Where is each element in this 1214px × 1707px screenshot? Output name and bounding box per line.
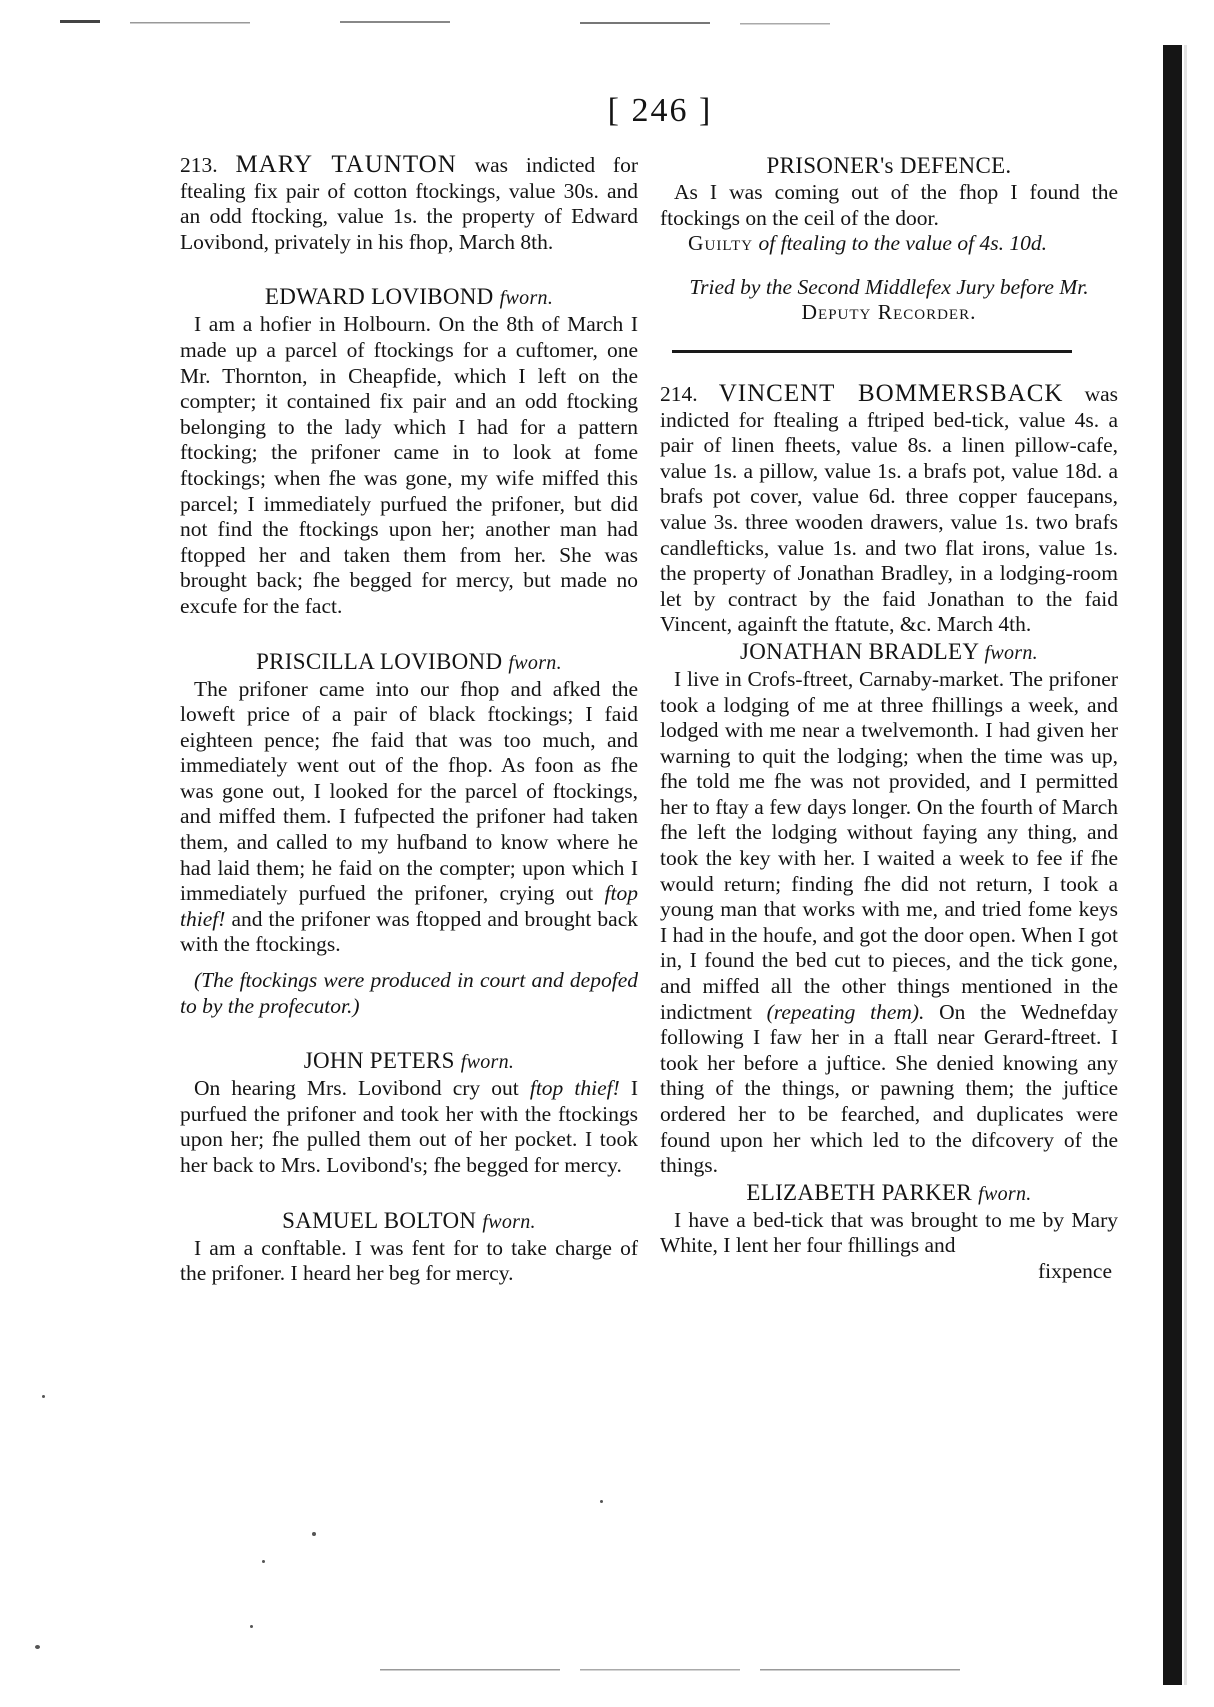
scan-speck bbox=[600, 1500, 603, 1503]
catchword: fixpence bbox=[1037, 1258, 1112, 1283]
court-note-stockings-produced: (The ftockings were produced in court and depofed to by the profecutor.) bbox=[180, 968, 638, 1018]
testimony-text: The prifoner came into our fhop and afked the loweft price of a pair of black ftockings; I faid eighteen pence; fhe faid that was too much, and immediately went out of the fhop. As foon as fhe was gone out, I looked for the parcel of ftockings, and miffed them. I fufpected the prifoner had taken them, and called to my hufband to know where he had laid them; he faid on the compter; upon which I immediately purfued the prifoner, crying out bbox=[180, 676, 638, 906]
witness-name: EDWARD LOVIBOND bbox=[264, 284, 494, 310]
tried-before-line: Tried by the Second Middlefex Jury before Mr. bbox=[689, 274, 1089, 299]
witness-heading-elizabeth-parker bbox=[660, 1179, 1118, 1208]
stop-thief-cry: ftop thief! bbox=[180, 881, 638, 931]
right-column bbox=[660, 152, 1118, 1285]
testimony-text: and the prifoner was ftopped and brought back with the ftockings. bbox=[180, 906, 638, 957]
tried-before-judge bbox=[660, 300, 1118, 326]
case-214-indictment: was indicted for ftealing a ftriped bed-tick, value 4s. a pair of linen fheets, value 8s. a linen pillow-cafe, value 1s. a pillow, value 1s. a brafs pot, value 18d. a brafs pot cover, value 6d. three copper faucepans, value 3s. three wooden drawers, value 1s. two brafs candlefticks, value 1s. and two flat irons, value 1s. the property of Jonathan Bradley, in a lodging-room let by contract by the faid Jonathan to the faid Vincent, againft the ftatute, &c. March 4th. bbox=[660, 381, 1119, 637]
page-edge-shadow bbox=[1163, 45, 1182, 1685]
scan-speck bbox=[312, 1532, 316, 1536]
page-edge-line bbox=[1184, 45, 1187, 1685]
case-213-defendant: MARY TAUNTON bbox=[235, 151, 457, 178]
sworn-label: fworn. bbox=[482, 1210, 536, 1233]
case-214-number: 214. bbox=[660, 381, 698, 406]
witness-name: PRISCILLA LOVIBOND bbox=[256, 648, 503, 674]
testimony-text: On the Wednefday following I faw her in a ftall near Gerard-ftreet. I took her before a juftice. She denied knowing any thing of the things, or pawning them; the juftice ordered her to be fearched, and duplicates were found upon her which led to the difcovery of the things. bbox=[660, 999, 1118, 1178]
testimony-text: I live in Crofs-ftreet, Carnaby-market. The prifoner took a lodging of me at three fhillings a week, and lodged with me near a twelvemonth. I had given her warning to quit the lodging; when the time was up, fhe told me fhe was not provided, and I permitted her to ftay a few days longer. On the fourth of March fhe left the lodging without faying any thing, and took the key with her. I waited a week to fee if fhe would return; finding fhe did not return, I took a young man that works with me, and tried fome keys I had in the houfe, and got the door open. When I got in, I found the bed cut to pieces, and the tick gone, and miffed all the other things mentioned in the indictment bbox=[660, 666, 1118, 1024]
testimony-priscilla-lovibond bbox=[180, 677, 638, 959]
scan-speck bbox=[262, 1560, 265, 1563]
testimony-elizabeth-parker: I have a bed-tick that was brought to me by Mary White, I lent her four fhillings and bbox=[660, 1207, 1118, 1258]
witness-heading-jonathan-bradley bbox=[660, 638, 1118, 667]
scan-speck bbox=[42, 1395, 45, 1398]
verdict-text: of ftealing to the value of 4s. 10d. bbox=[758, 231, 1047, 256]
prisoners-defence-text: As I was coming out of the fhop I found the ftockings on the ceil of the door. bbox=[660, 180, 1118, 230]
verdict-word: Guilty bbox=[688, 231, 754, 256]
testimony-samuel-bolton: I am a conftable. I was fent for to take charge of the prifoner. I heard her beg for mercy. bbox=[180, 1235, 638, 1286]
case-214-defendant: VINCENT BOMMERSBACK bbox=[718, 379, 1064, 407]
witness-name: ELIZABETH PARKER bbox=[746, 1179, 973, 1205]
testimony-edward-lovibond: I am a hofier in Holbourn. On the 8th of March I made up a parcel of ftockings for a cuftomer, one Mr. Thornton, in Cheapfide, which I left on the compter; it contained fix pair and an odd ftocking belonging to the lady which I had for a pattern ftocking; the prifoner came in to look at fome ftockings; when fhe was gone, my wife miffed this parcel; I immediately purfued the prifoner, but did not find the ftockings upon her; another man had ftopped her and taken them from her. She was brought back; fhe begged for mercy, but made no excufe for the fact. bbox=[180, 312, 638, 618]
witness-name: JOHN PETERS bbox=[303, 1048, 455, 1074]
prisoners-defence-heading: PRISONER's DEFENCE. bbox=[766, 153, 1012, 178]
witness-name: SAMUEL BOLTON bbox=[282, 1207, 477, 1233]
case-214-intro bbox=[660, 381, 1118, 638]
sworn-label: fworn. bbox=[460, 1051, 515, 1074]
testimony-john-peters bbox=[180, 1076, 638, 1178]
testimony-text: On hearing Mrs. Lovibond cry out bbox=[194, 1076, 519, 1101]
case-213-number: 213. bbox=[180, 153, 218, 177]
case-divider bbox=[672, 350, 1072, 353]
judge-title: Deputy Recorder. bbox=[801, 300, 977, 325]
sworn-label: fworn. bbox=[508, 651, 562, 674]
case-213-indictment: was indicted for ftealing fix pair of cotton ftockings, value 30s. and an odd ftocking, value 1s. the property of Edward Lovibond, privately in his fhop, March 8th. bbox=[180, 153, 638, 254]
sworn-label: fworn. bbox=[984, 641, 1038, 664]
scan-noise-top bbox=[60, 14, 920, 30]
left-column bbox=[180, 152, 638, 1287]
stop-thief-cry: ftop thief! bbox=[529, 1076, 620, 1101]
page-number: [ 246 ] bbox=[607, 92, 713, 129]
sworn-label: fworn. bbox=[978, 1182, 1032, 1205]
scan-speck bbox=[35, 1645, 40, 1649]
verdict bbox=[688, 231, 1118, 257]
testimony-text: I purfued the prifoner and took her with the ftockings upon her; fhe pulled them out of her pocket. I took her back to Mrs. Lovibond's; fhe begged for mercy. bbox=[180, 1076, 639, 1177]
testimony-jonathan-bradley bbox=[660, 667, 1118, 1179]
scan-speck bbox=[250, 1625, 253, 1628]
repeating-them: (repeating them). bbox=[766, 999, 925, 1024]
witness-name: JONATHAN BRADLEY bbox=[740, 638, 979, 664]
witness-heading-john-peters bbox=[180, 1047, 638, 1076]
case-213-intro bbox=[180, 152, 638, 255]
sworn-label: fworn. bbox=[499, 287, 554, 310]
witness-heading-samuel-bolton bbox=[180, 1207, 638, 1236]
witness-heading-edward-lovibond bbox=[180, 283, 638, 312]
scan-noise-bottom bbox=[380, 1666, 980, 1674]
witness-heading-priscilla-lovibond bbox=[180, 648, 638, 677]
